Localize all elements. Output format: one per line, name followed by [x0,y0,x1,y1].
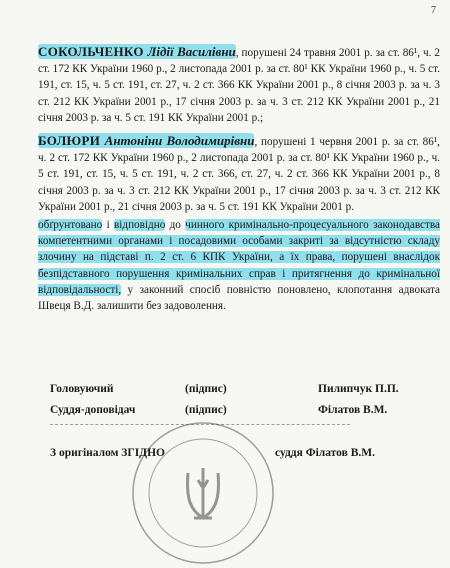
paragraph-text: , порушені 1 червня 2001 р. за ст. 86¹, ч. 2 ст. 172 КК України 1960 р., 2 листопада 2001 р. за ст. 80¹ КК України 1960 р., ч. 5 ст. 191, ст. 15, ч. 5 ст. 191, ч. 2 ст. 366, ст. 27, ч. 2 ст. 366 КК України 2001 р., 8 січня 2003 р. за ч. 3 ст. 212 КК України 2001 р., 17 січня 2003 р. за ч. 3 ст. 212 КК України 2001 р., 21 січня 2003 р. за ч. 5 ст. 191 КК України 2001 р. [38,136,440,213]
defendant-name-2: БОЛЮРИ Антоніни Володимирівни [38,133,255,149]
paragraph-text: , порушені 24 травня 2001 р. за ст. 86¹, ч. 2 ст. 172 КК України 1960 р., 2 листопада 2001 р. за ст. 80¹ КК України 1960 р., ч. 5 ст. 191, ст. 15, ч. 5 ст. 191, ст. 27, ч. 2 ст. 366 КК України 2001 р., 8 січня 2003 р. за ч. 3 ст. 212 КК України 2001 р., 17 січня 2003 р. за ч. 3 ст. 212 КК України 2001 р., 21 січня 2003 р. за ч. 5 ст. 191 КК України 2001 р.; [38,47,440,124]
paragraph-conclusion: обґрунтовано і відповідно до чинного кримінально-процесуального законодавства компетентними органами і посадовими особами закриті за відсутністю складу злочину на підставі п. 2 ст. 6 КПК України, а їх права, порушені внаслідок безпідставного порушення кримінальних справ і притягнення до кримінальної відповідальності, у законний спосіб повністю поновлено, клопотання адвоката Швеця В.Д. залишити без задоволення. [38,219,440,313]
trident-icon [188,468,219,518]
defendant-name-1: СОКОЛЬЧЕНКО Лідії Василівни [38,44,236,59]
paragraph-sokolchenko [38,44,440,126]
court-seal-stamp [128,418,278,568]
document-body [38,44,440,314]
highlight-accordance: відповідно [113,219,166,232]
divider [50,424,350,425]
page-number: 7 [431,5,436,16]
highlight-legislation: чинного кримінально-процесуального законодавства компетентними органами і посадовими особами закриті за відсутністю складу злочину на підставі п. 2 ст. 6 КПК України, а їх права, порушені внаслідок безпідставного порушення кримінальних справ і притягнення до кримінальної відповідальності, [38,219,440,296]
highlight-substantiated: обґрунтовано [38,219,103,232]
paragraph-boliury [38,133,440,215]
